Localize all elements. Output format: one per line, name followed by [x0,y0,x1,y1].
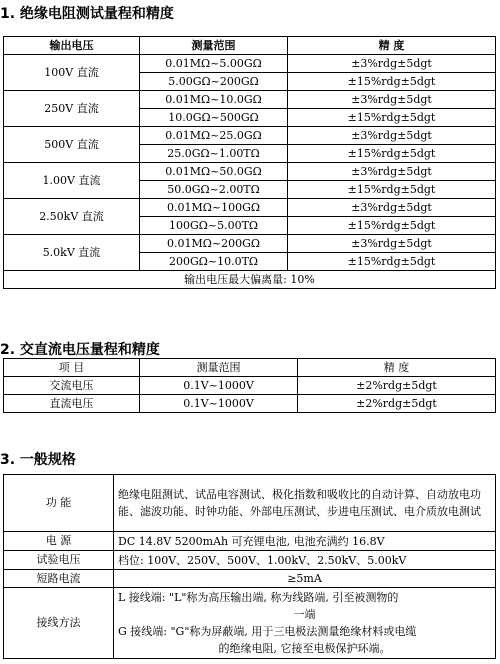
accuracy-cell: ±15%rdg±5dgt [288,109,496,127]
table-row [4,127,496,145]
range-cell: 0.01MΩ~100GΩ [140,199,288,217]
spec-value-short-current: ≥5mA [114,570,496,588]
range-cell: 10.0GΩ~500GΩ [140,109,288,127]
col-header-range: 测量范围 [140,359,298,377]
voltage-cell: 1.00V 直流 [4,163,140,199]
accuracy-cell: ±3%rdg±5dgt [288,199,496,217]
accuracy-cell: ±3%rdg±5dgt [288,55,496,73]
spec-label: 试验电压 [4,551,114,570]
table-header-row [4,359,496,377]
table-row [4,475,496,532]
voltage-cell: 250V 直流 [4,91,140,127]
range-cell: 0.1V~1000V [140,377,298,395]
col-header-range: 测量范围 [140,37,288,55]
col-header-voltage: 输出电压 [4,37,140,55]
table-row [4,235,496,253]
general-spec-table [3,474,496,659]
voltage-range-table [3,358,496,413]
col-header-accuracy: 精 度 [298,359,496,377]
section-2-title: 2. 交直流电压量程和精度 [0,342,160,358]
accuracy-cell: ±15%rdg±5dgt [288,253,496,271]
range-cell: 50.0GΩ~2.00TΩ [140,181,288,199]
table-row [4,91,496,109]
table-row [4,588,496,659]
l-terminal-line-1: L 接线端: "L"称为高压输出端, 称为线路端, 引至被测物的 [118,591,399,604]
section-1-title: 1. 绝缘电阻测试量程和精度 [0,6,174,22]
range-cell: 100GΩ~5.00TΩ [140,217,288,235]
spec-value-test-voltage: 档位: 100V、250V、500V、1.00kV、2.50kV、5.00kV [114,551,496,570]
table-row [4,377,496,395]
item-cell: 直流电压 [4,395,140,413]
range-cell: 0.01MΩ~5.00GΩ [140,55,288,73]
voltage-cell: 500V 直流 [4,127,140,163]
accuracy-cell: ±15%rdg±5dgt [288,145,496,163]
spec-label: 电 源 [4,532,114,551]
table-row [4,199,496,217]
spec-label: 功 能 [4,475,114,532]
accuracy-cell: ±2%rdg±5dgt [298,377,496,395]
l-terminal-line-2: 一端 [293,608,316,621]
table-row [4,163,496,181]
range-cell: 0.01MΩ~200GΩ [140,235,288,253]
col-header-item: 项 目 [4,359,140,377]
section-3-title: 3. 一般规格 [0,452,76,468]
table-row [4,532,496,551]
range-cell: 0.01MΩ~50.0GΩ [140,163,288,181]
accuracy-cell: ±15%rdg±5dgt [288,217,496,235]
range-cell: 5.00GΩ~200GΩ [140,73,288,91]
col-header-accuracy: 精 度 [288,37,496,55]
accuracy-cell: ±3%rdg±5dgt [288,127,496,145]
g-terminal-line-2: 的绝缘电阻, 它接至电极保护环端。 [218,642,391,655]
spec-label: 接线方法 [4,588,114,659]
accuracy-cell: ±15%rdg±5dgt [288,181,496,199]
range-cell: 25.0GΩ~1.00TΩ [140,145,288,163]
spec-value-power: DC 14.8V 5200mAh 可充锂电池, 电池充满约 16.8V [114,532,496,551]
range-cell: 200GΩ~10.0TΩ [140,253,288,271]
insulation-range-table [3,36,496,289]
table-footer-row [4,271,496,289]
voltage-cell: 2.50kV 直流 [4,199,140,235]
table-header-row [4,37,496,55]
terminal-description [114,588,496,659]
item-cell: 交流电压 [4,377,140,395]
range-cell: 0.01MΩ~10.0GΩ [140,91,288,109]
table-row [4,570,496,588]
range-cell: 0.1V~1000V [140,395,298,413]
max-deviation-note: 输出电压最大偏离量: 10% [4,271,496,289]
accuracy-cell: ±3%rdg±5dgt [288,163,496,181]
accuracy-cell: ±3%rdg±5dgt [288,91,496,109]
accuracy-cell: ±15%rdg±5dgt [288,73,496,91]
voltage-cell: 100V 直流 [4,55,140,91]
accuracy-cell: ±3%rdg±5dgt [288,235,496,253]
spec-label: 短路电流 [4,570,114,588]
range-cell: 0.01MΩ~25.0GΩ [140,127,288,145]
voltage-cell: 5.0kV 直流 [4,235,140,271]
table-row [4,395,496,413]
table-row [4,551,496,570]
table-row [4,55,496,73]
accuracy-cell: ±2%rdg±5dgt [298,395,496,413]
spec-value-functions: 绝缘电阻测试、试品电容测试、极化指数和吸收比的自动计算、自动放电功能、滤波功能、时钟功能、外部电压测试、步进电压测试、电介质放电测试 [114,475,496,532]
g-terminal-line-1: G 接线端: "G"称为屏蔽端, 用于三电极法测量绝缘材料或电缆 [118,625,417,638]
